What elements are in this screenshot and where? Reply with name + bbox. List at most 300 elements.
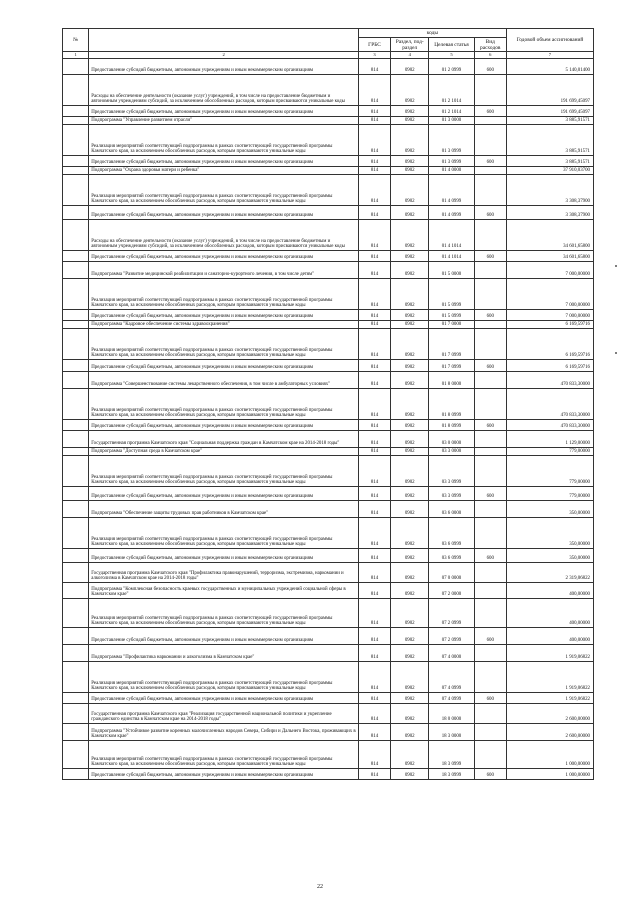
row-amount: 3 885,91571 — [506, 117, 593, 125]
table-body — [63, 59, 594, 780]
row-amount: 3 885,91571 — [506, 156, 593, 167]
row-target-article: 07 2 0999 — [429, 628, 474, 645]
header-razdel: Раздел, под-раздел — [391, 38, 429, 52]
row-num-cell — [63, 769, 89, 780]
row-name: Предоставление субсидий бюджетным, автономным учреждениям и иным некоммерческим организациям — [89, 693, 359, 704]
row-expense-type: 600 — [474, 769, 506, 780]
row-razdel: 0902 — [391, 583, 429, 599]
table-row — [63, 372, 594, 389]
row-amount: 1 000,00000 — [506, 769, 593, 780]
row-expense-type — [474, 501, 506, 518]
row-num-cell — [63, 431, 89, 448]
row-razdel: 0902 — [391, 206, 429, 220]
row-razdel: 0902 — [391, 117, 429, 125]
row-name: Подпрограмма "Обеспечение защиты трудовых прав работников в Камчатском крае" — [89, 501, 359, 518]
row-amount: 350,00000 — [506, 501, 593, 518]
row-name: Предоставление субсидий бюджетным, автономным учреждениям и иным некоммерческим организациям — [89, 360, 359, 372]
row-grbs: 814 — [358, 693, 390, 704]
row-amount: 1 129,00000 — [506, 431, 593, 448]
row-num-cell — [63, 456, 89, 487]
row-amount: 1 000,00000 — [506, 741, 593, 769]
row-expense-type — [474, 583, 506, 599]
row-expense-type — [474, 741, 506, 769]
row-name: Реализация мероприятий соответствующей подпрограммы в рамках соответствующей государственной программы Камчатского края, за исключением обособленных расходов, которым присваиваются уникальные коды — [89, 279, 359, 310]
row-name: Реализация мероприятий соответствующей подпрограммы в рамках соответствующей государственной программы Камчатского края, за исключением обособленных расходов, которым присваиваются уникальные коды — [89, 389, 359, 420]
table-row — [63, 549, 594, 563]
row-amount: 2 319,06822 — [506, 563, 593, 583]
row-expense-type: 600 — [474, 487, 506, 501]
row-razdel: 0902 — [391, 662, 429, 693]
row-expense-type — [474, 175, 506, 206]
row-razdel: 0902 — [391, 175, 429, 206]
row-grbs: 814 — [358, 251, 390, 262]
row-grbs: 814 — [358, 501, 390, 518]
table-row — [63, 420, 594, 431]
row-razdel: 0902 — [391, 321, 429, 329]
row-target-article: 03 6 0999 — [429, 549, 474, 563]
row-grbs: 814 — [358, 487, 390, 501]
row-razdel: 0902 — [391, 599, 429, 628]
row-amount: 779,00000 — [506, 487, 593, 501]
row-amount: 37 910,03700 — [506, 167, 593, 175]
row-num-cell — [63, 125, 89, 156]
row-expense-type: 600 — [474, 59, 506, 75]
row-target-article: 01 2 0999 — [429, 59, 474, 75]
row-grbs: 814 — [358, 431, 390, 448]
row-name: Государственная программа Камчатского края "Социальная поддержка граждан в Камчатском крае на 2014-2018 годы" — [89, 431, 359, 448]
row-num-cell — [63, 220, 89, 251]
row-grbs: 814 — [358, 704, 390, 724]
row-num-cell — [63, 599, 89, 628]
row-num-cell — [63, 156, 89, 167]
row-name: Предоставление субсидий бюджетным, автономным учреждениям и иным некоммерческим организациям — [89, 251, 359, 262]
row-num-cell — [63, 167, 89, 175]
row-grbs: 814 — [358, 448, 390, 456]
row-target-article: 01 4 1014 — [429, 220, 474, 251]
row-grbs: 814 — [358, 372, 390, 389]
row-amount: 779,00000 — [506, 456, 593, 487]
row-razdel: 0902 — [391, 693, 429, 704]
row-num-cell — [63, 487, 89, 501]
table-row — [63, 220, 594, 251]
row-target-article: 01 3 0000 — [429, 117, 474, 125]
row-amount: 3 885,91571 — [506, 125, 593, 156]
row-razdel: 0902 — [391, 279, 429, 310]
row-razdel: 0902 — [391, 389, 429, 420]
row-razdel: 0902 — [391, 420, 429, 431]
row-amount: 3 308,37900 — [506, 175, 593, 206]
row-expense-type — [474, 645, 506, 662]
row-razdel: 0902 — [391, 251, 429, 262]
row-name: Подпрограмма "Доступная среда в Камчатском крае" — [89, 448, 359, 456]
row-razdel: 0902 — [391, 448, 429, 456]
row-target-article: 01 3 0999 — [429, 125, 474, 156]
row-name: Предоставление субсидий бюджетным, автономным учреждениям и иным некоммерческим организациям — [89, 628, 359, 645]
table-row — [63, 175, 594, 206]
row-name: Подпрограмма "Кадровое обеспечение системы здравоохранения" — [89, 321, 359, 329]
row-name: Подпрограмма "Развитие медицинской реабилитации и санаторно-курортного лечения, в том числе детям" — [89, 262, 359, 279]
row-target-article: 07 4 0999 — [429, 662, 474, 693]
row-num-cell — [63, 262, 89, 279]
table-row — [63, 167, 594, 175]
row-target-article: 01 7 0999 — [429, 360, 474, 372]
row-expense-type — [474, 431, 506, 448]
row-razdel: 0902 — [391, 156, 429, 167]
row-grbs: 814 — [358, 599, 390, 628]
row-amount: 1 919,06822 — [506, 662, 593, 693]
row-razdel: 0902 — [391, 628, 429, 645]
row-num-cell — [63, 206, 89, 220]
row-name: Расходы на обеспечение деятельности (оказание услуг) учреждений, в том числе на предоставление бюджетным и автономным учреждениям субсидий, за исключением обособленных расходов, которым присваиваются уникальные коды — [89, 75, 359, 106]
row-target-article: 07 4 0000 — [429, 645, 474, 662]
row-target-article: 03 0 0000 — [429, 431, 474, 448]
row-amount: 350,00000 — [506, 518, 593, 549]
row-grbs: 814 — [358, 106, 390, 117]
header-vid: Вид расходов — [474, 38, 506, 52]
row-amount: 1 919,06822 — [506, 645, 593, 662]
row-name: Предоставление субсидий бюджетным, автономным учреждениям и иным некоммерческим организациям — [89, 769, 359, 780]
row-num-cell — [63, 724, 89, 741]
row-name: Реализация мероприятий соответствующей подпрограммы в рамках соответствующей государственной программы Камчатского края, за исключением обособленных расходов, которым присваиваются уникальные коды — [89, 599, 359, 628]
row-target-article: 01 4 1014 — [429, 251, 474, 262]
row-expense-type — [474, 321, 506, 329]
row-amount: 7 000,00000 — [506, 279, 593, 310]
row-expense-type: 600 — [474, 310, 506, 321]
table-row — [63, 693, 594, 704]
row-expense-type — [474, 563, 506, 583]
row-num-cell — [63, 741, 89, 769]
row-grbs: 814 — [358, 724, 390, 741]
table-row — [63, 59, 594, 75]
row-num-cell — [63, 645, 89, 662]
row-num-cell — [63, 59, 89, 75]
row-grbs: 814 — [358, 549, 390, 563]
row-target-article: 01 5 0000 — [429, 262, 474, 279]
row-grbs: 814 — [358, 662, 390, 693]
row-target-article: 01 5 0999 — [429, 310, 474, 321]
row-target-article: 01 3 0999 — [429, 156, 474, 167]
row-amount: 6 169,59716 — [506, 329, 593, 360]
row-target-article: 03 6 0999 — [429, 518, 474, 549]
row-num-cell — [63, 106, 89, 117]
table-row — [63, 75, 594, 106]
row-amount: 470 833,30000 — [506, 389, 593, 420]
table-row — [63, 487, 594, 501]
table-row — [63, 599, 594, 628]
row-name: Государственная программа Камчатского края "Реализация государственной национальной политики и укрепление гражданского единства в Камчатском крае на 2014-2018 годы" — [89, 704, 359, 724]
row-razdel: 0902 — [391, 741, 429, 769]
row-amount: 34 601,65800 — [506, 251, 593, 262]
row-razdel: 0902 — [391, 310, 429, 321]
row-expense-type: 600 — [474, 206, 506, 220]
table-row — [63, 156, 594, 167]
row-expense-type — [474, 167, 506, 175]
header-celevaya: Целевая статья — [429, 38, 474, 52]
table-row — [63, 769, 594, 780]
row-expense-type — [474, 456, 506, 487]
row-name: Предоставление субсидий бюджетным, автономным учреждениям и иным некоммерческим организациям — [89, 549, 359, 563]
row-num-cell — [63, 321, 89, 329]
row-expense-type — [474, 220, 506, 251]
row-razdel: 0902 — [391, 549, 429, 563]
table-row — [63, 279, 594, 310]
header-grbs: ГРБС — [358, 38, 390, 52]
row-target-article: 01 8 0000 — [429, 372, 474, 389]
row-grbs: 814 — [358, 583, 390, 599]
row-name: Предоставление субсидий бюджетным, автономным учреждениям и иным некоммерческим организациям — [89, 420, 359, 431]
row-expense-type — [474, 599, 506, 628]
row-expense-type: 600 — [474, 420, 506, 431]
row-name: Предоставление субсидий бюджетным, автономным учреждениям и иным некоммерческим организациям — [89, 106, 359, 117]
colnum: 3 — [358, 52, 390, 59]
row-num-cell — [63, 518, 89, 549]
row-target-article: 01 8 0999 — [429, 389, 474, 420]
row-razdel: 0902 — [391, 501, 429, 518]
row-grbs: 814 — [358, 741, 390, 769]
row-expense-type — [474, 125, 506, 156]
row-num-cell — [63, 563, 89, 583]
row-num-cell — [63, 251, 89, 262]
colnum: 6 — [474, 52, 506, 59]
row-razdel: 0902 — [391, 518, 429, 549]
scan-mark — [615, 265, 617, 267]
table-row — [63, 262, 594, 279]
table-row — [63, 662, 594, 693]
row-target-article: 03 3 0000 — [429, 448, 474, 456]
colnum: 2 — [89, 52, 359, 59]
row-name: Реализация мероприятий соответствующей подпрограммы в рамках соответствующей государственной программы Камчатского края, за исключением обособленных расходов, которым присваиваются уникальные коды — [89, 175, 359, 206]
row-grbs: 814 — [358, 125, 390, 156]
row-num-cell — [63, 420, 89, 431]
row-num-cell — [63, 75, 89, 106]
row-razdel: 0902 — [391, 329, 429, 360]
row-num-cell — [63, 117, 89, 125]
table-row — [63, 645, 594, 662]
row-razdel: 0902 — [391, 59, 429, 75]
row-amount: 1 919,06822 — [506, 693, 593, 704]
table-row — [63, 310, 594, 321]
header-num: № — [63, 29, 89, 52]
header-codes: коды — [358, 29, 506, 38]
row-grbs: 814 — [358, 156, 390, 167]
row-name: Реализация мероприятий соответствующей подпрограммы в рамках соответствующей государственной программы Камчатского края, за исключением обособленных расходов, которым присваиваются уникальные коды — [89, 456, 359, 487]
row-expense-type: 600 — [474, 156, 506, 167]
table-row — [63, 117, 594, 125]
row-grbs: 814 — [358, 75, 390, 106]
row-amount: 3 308,37900 — [506, 206, 593, 220]
row-expense-type — [474, 448, 506, 456]
row-razdel: 0902 — [391, 360, 429, 372]
row-name: Подпрограмма "Профилактика наркомании и алкоголизма в Камчатском крае" — [89, 645, 359, 662]
row-grbs: 814 — [358, 420, 390, 431]
budget-table — [62, 28, 594, 780]
row-amount: 191 699,45097 — [506, 75, 593, 106]
row-target-article: 07 2 0000 — [429, 583, 474, 599]
row-target-article: 18 0 0000 — [429, 704, 474, 724]
row-expense-type — [474, 75, 506, 106]
row-grbs: 814 — [358, 563, 390, 583]
row-target-article: 03 6 0000 — [429, 501, 474, 518]
row-expense-type — [474, 518, 506, 549]
table-row — [63, 448, 594, 456]
row-grbs: 814 — [358, 321, 390, 329]
row-expense-type — [474, 329, 506, 360]
header-name — [89, 29, 359, 52]
row-name: Предоставление субсидий бюджетным, автономным учреждениям и иным некоммерческим организациям — [89, 59, 359, 75]
row-num-cell — [63, 693, 89, 704]
row-grbs: 814 — [358, 206, 390, 220]
row-target-article: 01 4 0999 — [429, 206, 474, 220]
row-amount: 6 169,59716 — [506, 360, 593, 372]
row-name: Подпрограмма "Управление развитием отрасли" — [89, 117, 359, 125]
row-expense-type — [474, 117, 506, 125]
row-num-cell — [63, 583, 89, 599]
row-razdel: 0902 — [391, 563, 429, 583]
row-num-cell — [63, 360, 89, 372]
table-row — [63, 563, 594, 583]
row-amount: 5 140,01400 — [506, 59, 593, 75]
row-expense-type — [474, 724, 506, 741]
row-grbs: 814 — [358, 389, 390, 420]
header-amount: Годовой объем ассигнований — [506, 29, 593, 52]
table-row — [63, 501, 594, 518]
row-num-cell — [63, 175, 89, 206]
scan-mark — [615, 352, 617, 354]
table-row — [63, 724, 594, 741]
row-grbs: 814 — [358, 518, 390, 549]
row-num-cell — [63, 310, 89, 321]
row-amount: 2 600,00000 — [506, 704, 593, 724]
row-num-cell — [63, 628, 89, 645]
row-target-article: 01 2 1014 — [429, 106, 474, 117]
row-razdel: 0902 — [391, 125, 429, 156]
row-expense-type — [474, 262, 506, 279]
row-amount: 350,00000 — [506, 549, 593, 563]
row-amount: 7 000,00000 — [506, 262, 593, 279]
table-row — [63, 206, 594, 220]
row-razdel: 0902 — [391, 372, 429, 389]
table-row — [63, 321, 594, 329]
colnum: 7 — [506, 52, 593, 59]
row-num-cell — [63, 662, 89, 693]
row-expense-type: 600 — [474, 549, 506, 563]
colnum: 5 — [429, 52, 474, 59]
row-grbs: 814 — [358, 628, 390, 645]
row-amount: 400,00000 — [506, 583, 593, 599]
row-grbs: 814 — [358, 167, 390, 175]
row-razdel: 0902 — [391, 704, 429, 724]
row-expense-type: 600 — [474, 693, 506, 704]
table-row — [63, 329, 594, 360]
row-grbs: 814 — [358, 262, 390, 279]
row-name: Реализация мероприятий соответствующей подпрограммы в рамках соответствующей государственной программы Камчатского края, за исключением обособленных расходов, которым присваиваются уникальные коды — [89, 741, 359, 769]
row-grbs: 814 — [358, 117, 390, 125]
table-row — [63, 389, 594, 420]
row-grbs: 814 — [358, 59, 390, 75]
table-row — [63, 456, 594, 487]
row-expense-type: 600 — [474, 251, 506, 262]
row-name: Предоставление субсидий бюджетным, автономным учреждениям и иным некоммерческим организациям — [89, 206, 359, 220]
row-target-article: 18 3 0000 — [429, 724, 474, 741]
row-expense-type: 600 — [474, 106, 506, 117]
row-target-article: 01 4 0999 — [429, 175, 474, 206]
table-row — [63, 431, 594, 448]
row-razdel: 0902 — [391, 645, 429, 662]
row-expense-type: 600 — [474, 360, 506, 372]
row-amount: 34 601,65800 — [506, 220, 593, 251]
row-target-article: 03 3 0999 — [429, 456, 474, 487]
table-row — [63, 628, 594, 645]
row-target-article: 01 7 0999 — [429, 329, 474, 360]
row-expense-type: 600 — [474, 628, 506, 645]
row-target-article: 01 8 0999 — [429, 420, 474, 431]
row-grbs: 814 — [358, 769, 390, 780]
row-amount: 470 833,30000 — [506, 372, 593, 389]
row-grbs: 814 — [358, 456, 390, 487]
page-number: 22 — [317, 884, 323, 890]
row-name: Реализация мероприятий соответствующей подпрограммы в рамках соответствующей государственной программы Камчатского края, за исключением обособленных расходов, которым присваиваются уникальные коды — [89, 518, 359, 549]
row-amount: 2 600,00000 — [506, 724, 593, 741]
row-target-article: 18 3 0999 — [429, 769, 474, 780]
row-num-cell — [63, 501, 89, 518]
row-grbs: 814 — [358, 329, 390, 360]
row-name: Подпрограмма "Охрана здоровья матери и ребенка" — [89, 167, 359, 175]
row-amount: 779,00000 — [506, 448, 593, 456]
row-expense-type — [474, 389, 506, 420]
row-grbs: 814 — [358, 175, 390, 206]
row-name: Реализация мероприятий соответствующей подпрограммы в рамках соответствующей государственной программы Камчатского края, за исключением обособленных расходов, которым присваиваются уникальные коды — [89, 329, 359, 360]
row-razdel: 0902 — [391, 75, 429, 106]
row-razdel: 0902 — [391, 220, 429, 251]
row-grbs: 814 — [358, 645, 390, 662]
row-expense-type — [474, 662, 506, 693]
table-row — [63, 518, 594, 549]
row-razdel: 0902 — [391, 431, 429, 448]
row-name: Реализация мероприятий соответствующей подпрограммы в рамках соответствующей государственной программы Камчатского края, за исключением обособленных расходов, которым присваиваются уникальные коды — [89, 125, 359, 156]
row-num-cell — [63, 279, 89, 310]
row-name: Государственная программа Камчатского края "Профилактика правонарушений, терроризма, экстремизма, наркомании и алкоголизма в Камчатском крае на 2014-2018 годы" — [89, 563, 359, 583]
row-target-article: 18 3 0999 — [429, 741, 474, 769]
row-name: Предоставление субсидий бюджетным, автономным учреждениям и иным некоммерческим организациям — [89, 487, 359, 501]
row-num-cell — [63, 389, 89, 420]
row-razdel: 0902 — [391, 262, 429, 279]
row-expense-type — [474, 704, 506, 724]
row-name: Расходы на обеспечение деятельности (оказание услуг) учреждений, в том числе на предоставление бюджетным и автономным учреждениям субсидий, за исключением обособленных расходов, которым присваиваются уникальные коды — [89, 220, 359, 251]
row-grbs: 814 — [358, 310, 390, 321]
row-num-cell — [63, 372, 89, 389]
row-target-article: 01 4 0000 — [429, 167, 474, 175]
row-num-cell — [63, 549, 89, 563]
row-razdel: 0902 — [391, 106, 429, 117]
row-amount: 400,00000 — [506, 599, 593, 628]
row-name: Подпрограмма "Совершенствование системы лекарственного обеспечения, в том числе в амбулаторных условиях" — [89, 372, 359, 389]
row-target-article: 01 2 1014 — [429, 75, 474, 106]
row-num-cell — [63, 448, 89, 456]
row-expense-type — [474, 372, 506, 389]
row-target-article: 03 3 0999 — [429, 487, 474, 501]
row-razdel: 0902 — [391, 487, 429, 501]
row-razdel: 0902 — [391, 456, 429, 487]
row-amount: 6 169,59716 — [506, 321, 593, 329]
row-razdel: 0902 — [391, 167, 429, 175]
row-name: Предоставление субсидий бюджетным, автономным учреждениям и иным некоммерческим организациям — [89, 156, 359, 167]
colnum: 4 — [391, 52, 429, 59]
row-razdel: 0902 — [391, 769, 429, 780]
row-target-article: 07 4 0999 — [429, 693, 474, 704]
row-name: Подпрограмма "Комплексная безопасность краевых государственных и муниципальных учреждений социальной сферы в Камчатском крае" — [89, 583, 359, 599]
row-grbs: 814 — [358, 360, 390, 372]
row-target-article: 07 0 0000 — [429, 563, 474, 583]
